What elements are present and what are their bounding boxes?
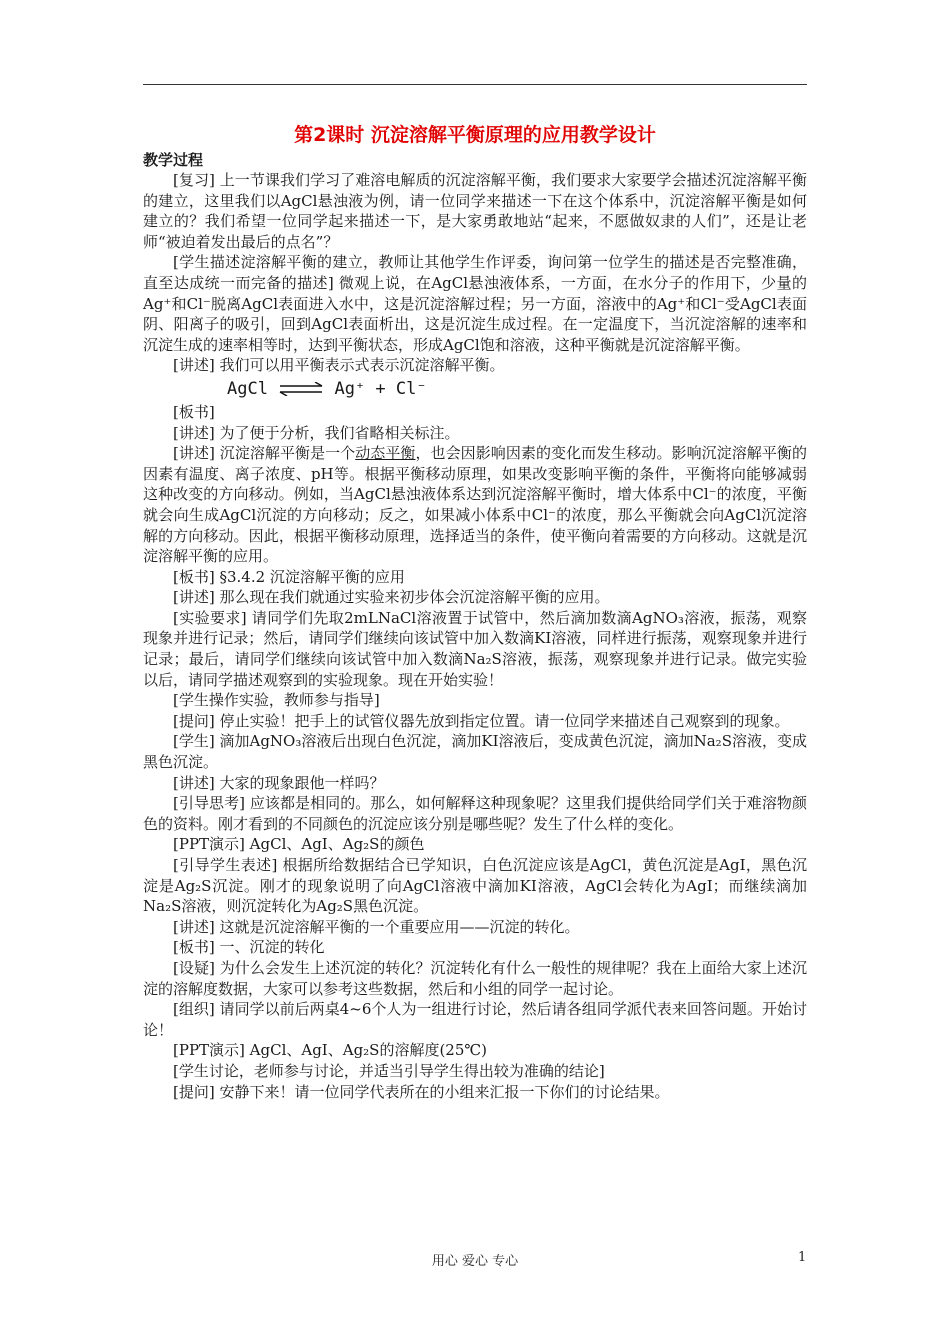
paragraph-lecture-experiment: [讲述] 那么现在我们就通过实验来初步体会沉淀溶解平衡的应用。: [173, 588, 610, 607]
dynamic-before: [讲述] 沉淀溶解平衡是一个: [173, 444, 356, 463]
paragraph-lecture-expression: [讲述] 我们可以用平衡表示式表示沉淀溶解平衡。: [173, 356, 505, 375]
paragraph-board-conversion: [板书] 一、沉淀的转化: [173, 938, 325, 957]
equation-right: Ag⁺ + Cl⁻: [334, 378, 427, 399]
dynamic-after: ，也会因影响因素的变化而发生移动。影响沉淀溶解平衡的因素有温度、离子浓度、pH等。根据平衡移动原理，如果改变影响平衡的条件，平衡将向能够减弱这种改变的方向移动。例如，当AgCl悬浊液体系达到沉淀溶解平衡时，增大体系中Cl⁻的浓度，平衡就会向生成AgCl沉淀的方向移动；反之，如果减小体系中Cl⁻的浓度，那么平衡就会向AgCl沉淀溶解的方向移动。因此，根据平衡移动原理，选择适当的条件，使平衡向着需要的方向移动。这就是沉淀溶解平衡的应用。: [143, 444, 807, 566]
paragraph-review: [复习] 上一节课我们学习了难溶电解质的沉淀溶解平衡，我们要求大家要学会描述沉淀溶解平衡的建立，这里我们以AgCl悬浊液为例，请一位同学来描述一下在这个体系中，沉淀溶解平衡是如何建立的？我们希望一位同学起来描述一下，是大家勇敢地站“起来，不愿做奴隶的人们”，还是让老师“被迫着发出最后的点名”？: [143, 171, 807, 251]
equation-left: AgCl: [227, 378, 268, 399]
paragraph-experiment-requirements: [实验要求] 请同学们先取2mLNaCl溶液置于试管中，然后滴加数滴AgNO₃溶液，振荡，观察现象并进行记录；然后，请同学们继续向该试管中加入数滴KI溶液，同样进行振荡，观察现象并进行记录；最后，请同学们继续向该试管中加入数滴Na₂S溶液，振荡，观察现象并进行记录。做完实验以后，请同学描述观察到的实验现象。现在开始实验！: [143, 608, 807, 689]
paragraph-dynamic-equilibrium: [143, 443, 807, 567]
paragraph-student-description: [学生描述淀溶解平衡的建立，教师让其他学生作评委，询问第一位学生的描述是否完整准确，直至达成统一而完备的描述] 微观上说，在AgCl悬浊液体系，一方面，在水分子的作用下，少量的Ag⁺和Cl⁻脱离AgCl表面进入水中，这是沉淀溶解过程；另一方面，溶液中的Ag⁺和Cl⁻受AgCl表面阴、阳离子的吸引，回到AgCl表面析出，这是沉淀生成过程。在一定温度下，当沉淀溶解的速率和沉淀生成的速率相等时，达到平衡状态，形成AgCl饱和溶液，这种平衡就是沉淀溶解平衡。: [143, 253, 807, 354]
page-title: 第2课时 沉淀溶解平衡原理的应用教学设计: [294, 124, 656, 146]
paragraph-organize: [组织] 请同学以前后两桌4~6个人为一组进行讨论，然后请各组同学派代表来回答问题。开始讨论！: [143, 1000, 807, 1039]
equilibrium-arrow-icon: [278, 382, 324, 396]
paragraph-ppt-solubility: [PPT演示] AgCl、AgI、Ag₂S的溶解度(25℃): [173, 1041, 488, 1060]
paragraph-board: [板书]: [173, 402, 215, 421]
paragraph-lecture-conversion: [讲述] 这就是沉淀溶解平衡的一个重要应用——沉淀的转化。: [173, 917, 580, 936]
paragraph-question-why: [设疑] 为什么会发生上述沉淀的转化？沉淀转化有什么一般性的规律呢？我在上面给大家上述沉淀的溶解度数据，大家可以参考这些数据，然后和小组的同学一起讨论。: [143, 958, 807, 998]
paragraph-student-answer: [学生] 滴加AgNO₃溶液后出现白色沉淀，滴加KI溶液后，变成黄色沉淀，滴加Na₂S溶液，变成黑色沉淀。: [143, 732, 807, 772]
document-body: [143, 120, 807, 1102]
section-heading: 教学过程: [143, 151, 204, 169]
paragraph-lecture-same: [讲述] 大家的现象跟他一样吗？: [173, 773, 385, 792]
paragraph-guide-students: [引导学生表述] 根据所给数据结合已学知识，白色沉淀应该是AgCl，黄色沉淀是AgI，黑色沉淀是Ag₂S沉淀。刚才的现象说明了向AgCl溶液中滴加KI溶液，AgCl会转化为AgI；而继续滴加Na₂S溶液，则沉淀转化为Ag₂S黑色沉淀。: [143, 856, 807, 916]
paragraph-guide-thinking: [引导思考] 应该都是相同的。那么，如何解释这种现象呢？这里我们提供给同学们关于难溶物颜色的资料。刚才看到的不同颜色的沉淀应该分别是哪些呢？发生了什么样的变化。: [143, 794, 807, 833]
paragraph-student-operation: [学生操作实验，教师参与指导]: [173, 691, 380, 710]
paragraph-student-discussion: [学生讨论，老师参与讨论，并适当引导学生得出较为准确的结论]: [173, 1061, 605, 1080]
equilibrium-equation: [143, 376, 807, 402]
page-number: 1: [798, 1250, 807, 1265]
paragraph-lecture-omit: [讲述] 为了便于分析，我们省略相关标注。: [173, 423, 460, 442]
paragraph-board-title: [板书] §3.4.2 沉淀溶解平衡的应用: [173, 567, 405, 586]
paragraph-question-report: [提问] 安静下来！请一位同学代表所在的小组来汇报一下你们的讨论结果。: [173, 1082, 670, 1101]
dynamic-underlined: 动态平衡: [355, 444, 416, 463]
footer-motto: 用心 爱心 专心: [431, 1254, 519, 1269]
paragraph-ppt-colors: [PPT演示] AgCl、AgI、Ag₂S的颜色: [173, 835, 425, 854]
paragraph-question-stop: [提问] 停止实验！把手上的试管仪器先放到指定位置。请一位同学来描述自己观察到的现象。: [173, 711, 790, 730]
header-rule: [143, 84, 807, 85]
